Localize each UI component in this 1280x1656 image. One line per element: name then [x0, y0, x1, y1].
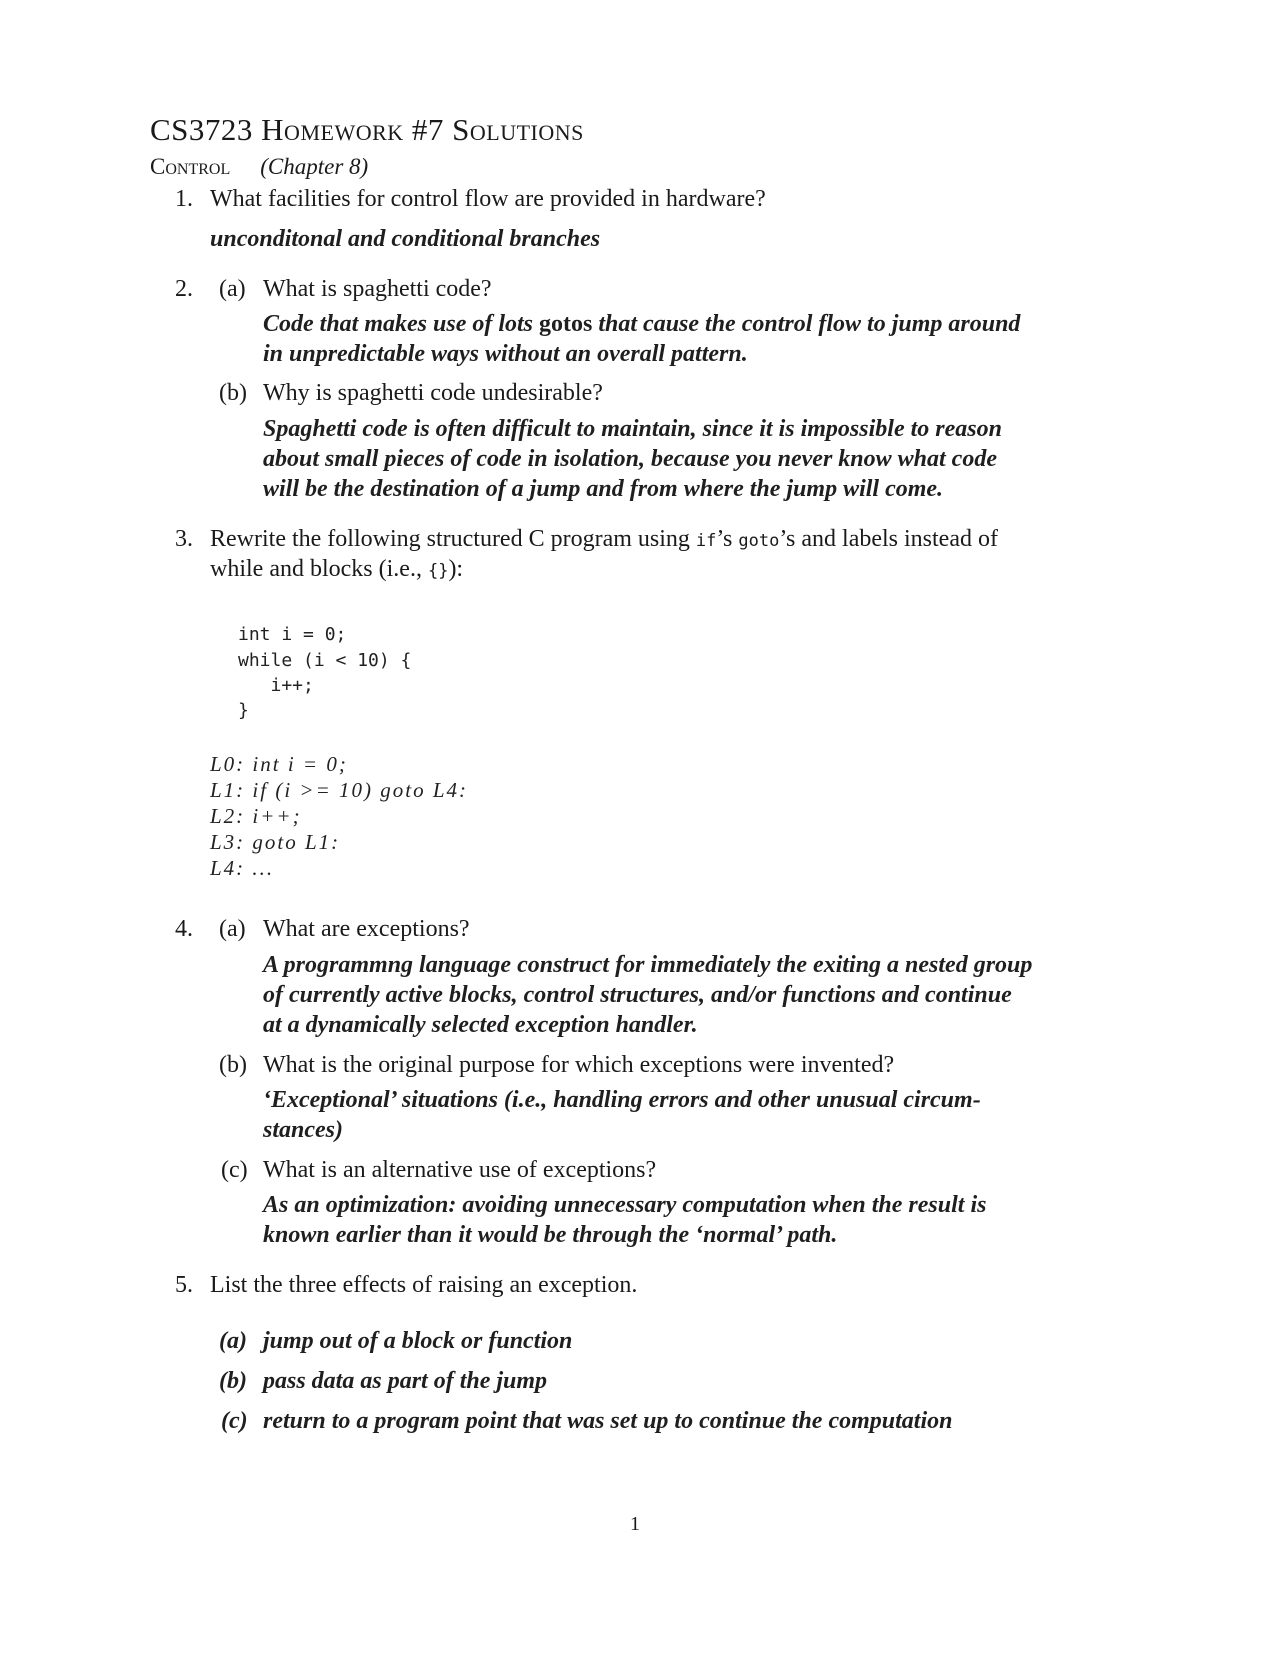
q3-question-line2: while and blocks (i.e., {}):: [210, 556, 464, 582]
code-line: }: [238, 700, 249, 721]
q4b-label: (b): [219, 1052, 247, 1078]
q4c-label: (c): [221, 1157, 248, 1183]
braces-keyword: {}: [427, 561, 449, 581]
q4b-question: What is the original purpose for which exceptions were invented?: [263, 1052, 895, 1078]
q4a-question: What are exceptions?: [263, 916, 470, 942]
document-subtitle: [150, 154, 368, 180]
answer-code-line: L0: int i = 0;: [210, 752, 348, 776]
answer-code-line: L3: goto L1:: [210, 830, 341, 854]
q1-question: What facilities for control flow are provided in hardware?: [210, 186, 766, 212]
q5-number: 5.: [175, 1272, 193, 1298]
q2a-answer-line1: Code that makes use of lots gotos that cause the control flow to jump around: [263, 311, 1021, 337]
q2b-answer-line3: will be the destination of a jump and from where the jump will come.: [263, 476, 944, 502]
q4c-question: What is an alternative use of exceptions?: [263, 1157, 657, 1183]
answer-code-line: L4: ...: [210, 856, 275, 880]
answer-code-line: L1: if (i >= 10) goto L4:: [210, 778, 469, 802]
code-line: int i = 0;: [238, 624, 347, 645]
q2-number: 2.: [175, 276, 193, 302]
q5-item-text: jump out of a block or function: [263, 1328, 573, 1354]
q2a-question: What is spaghetti code?: [263, 276, 492, 302]
q1-answer: unconditonal and conditional branches: [210, 226, 601, 252]
goto-keyword: goto: [738, 531, 780, 551]
q4b-answer-line2: stances): [263, 1117, 343, 1143]
answer-code-line: L2: i++;: [210, 804, 302, 828]
q4c-answer-line1: As an optimization: avoiding unnecessary computation when the result is: [263, 1192, 987, 1218]
q5-item-label: (a): [219, 1328, 247, 1354]
q5-item-text: pass data as part of the jump: [263, 1368, 548, 1394]
q4c-answer-line2: known earlier than it would be through the ‘normal’ path.: [263, 1222, 838, 1248]
page-number: 1: [630, 1513, 640, 1535]
q5-question: List the three effects of raising an exception.: [210, 1272, 638, 1298]
if-keyword: if: [695, 531, 717, 551]
q4a-answer-line2: of currently active blocks, control structures, and/or functions and continue: [263, 982, 1012, 1008]
q5-item-label: (b): [219, 1368, 247, 1394]
q4-number: 4.: [175, 916, 193, 942]
q2a-label: (a): [219, 276, 246, 302]
q2b-question: Why is spaghetti code undesirable?: [263, 380, 603, 406]
subtitle-topic: Control: [150, 154, 231, 179]
q2a-answer-line2: in unpredictable ways without an overall pattern.: [263, 341, 748, 367]
q3-question-line1: Rewrite the following structured C program using if’s goto’s and labels instead of: [210, 526, 998, 552]
document-title: CS3723 Homework #7 Solutions: [150, 112, 584, 147]
code-line: while (i < 10) {: [238, 650, 412, 671]
q4a-answer-line3: at a dynamically selected exception handler.: [263, 1012, 698, 1038]
q4b-answer-line1: ‘Exceptional’ situations (i.e., handling errors and other unusual circum-: [263, 1087, 981, 1113]
q5-item-label: (c): [221, 1408, 248, 1434]
q2b-answer-line1: Spaghetti code is often difficult to maintain, since it is impossible to reason: [263, 416, 1002, 442]
q5-item-text: return to a program point that was set up to continue the computation: [263, 1408, 953, 1434]
q4a-answer-line1: A programmng language construct for immediately the exiting a nested group: [263, 952, 1033, 978]
q3-number: 3.: [175, 526, 193, 552]
code-line: i++;: [238, 675, 314, 696]
q2b-answer-line2: about small pieces of code in isolation, because you never know what code: [263, 446, 997, 472]
subtitle-chapter: (Chapter 8): [260, 154, 369, 179]
q2b-label: (b): [219, 380, 247, 406]
q4a-label: (a): [219, 916, 246, 942]
q1-number: 1.: [175, 186, 193, 212]
gotos-keyword: gotos: [539, 311, 593, 337]
